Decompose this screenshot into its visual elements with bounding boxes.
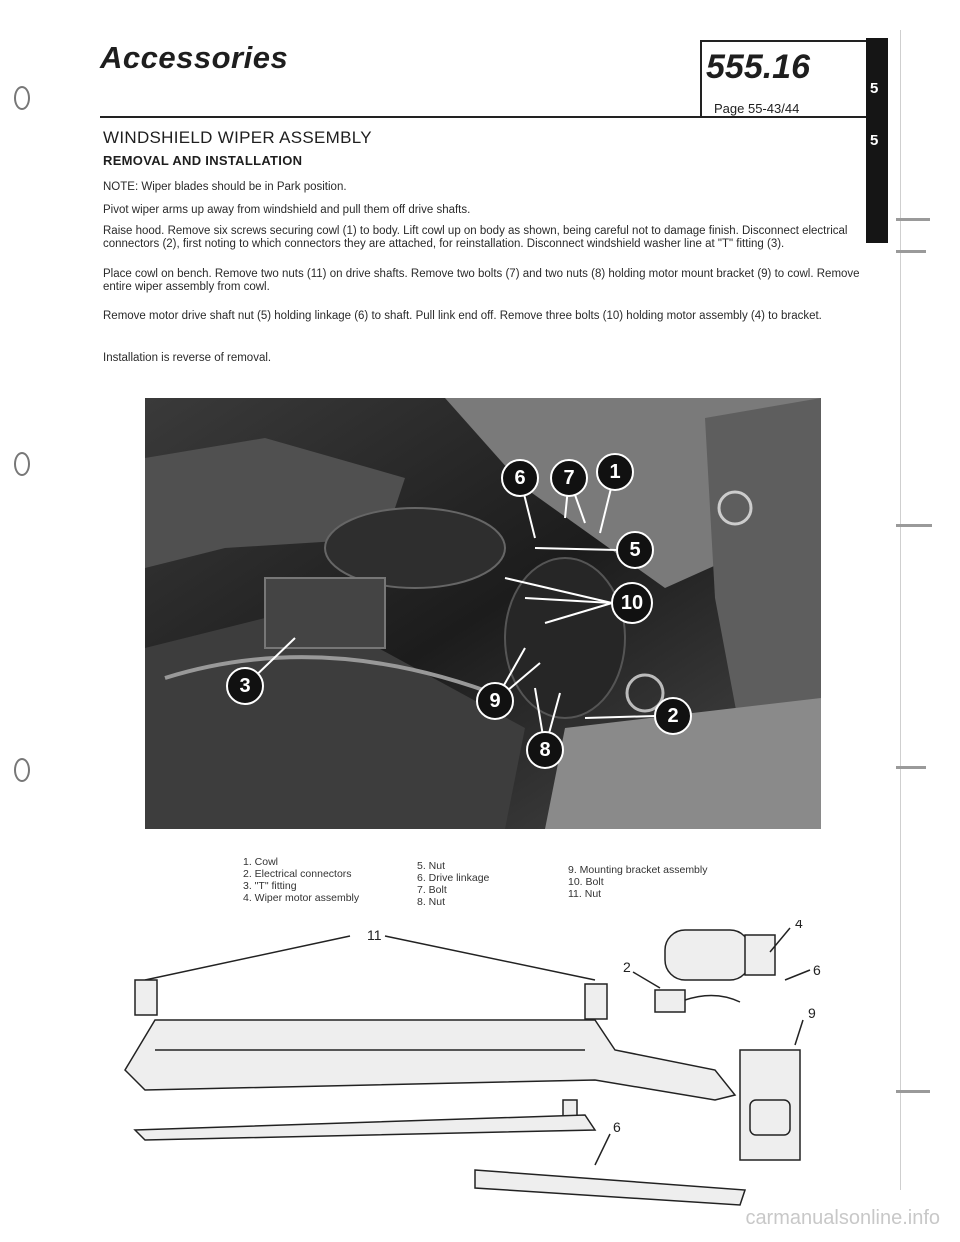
legend-item: 6. Drive linkage [417, 872, 490, 884]
callout-label: 1 [609, 461, 621, 483]
edge-mark [896, 250, 926, 253]
legend-item: 4. Wiper motor assembly [243, 892, 360, 904]
binder-hole [14, 758, 30, 782]
callout-label: 7 [563, 467, 575, 489]
binder-hole [14, 86, 30, 110]
legend-item: 5. Nut [417, 860, 446, 872]
legend-item: 7. Bolt [417, 884, 447, 896]
drive-link [475, 1170, 745, 1205]
tab-glyph: 5 [870, 132, 879, 149]
page-edge-line [900, 30, 901, 1190]
engine-bay-photo [145, 398, 821, 829]
motor-body [665, 930, 750, 980]
legend-item: 3. "T" fitting [243, 880, 297, 892]
binder-hole [14, 452, 30, 476]
diagram-label: 6 [613, 1119, 621, 1135]
procedure-title: WINDSHIELD WIPER ASSEMBLY [103, 128, 372, 147]
legend-column [243, 856, 359, 904]
edge-mark [896, 524, 932, 527]
motor-gearbox [745, 935, 775, 975]
paragraph: Installation is reverse of removal. [103, 352, 272, 364]
callout-label: 9 [489, 690, 501, 712]
left-pivot-shaft [135, 980, 157, 1015]
diagram-illustration [115, 920, 835, 1210]
callout-label: 5 [629, 539, 641, 561]
callout-label: 6 [514, 467, 526, 489]
page-number: 555.16 [706, 48, 810, 86]
diagram-label: 11 [367, 927, 382, 943]
legend-item: 1. Cowl [243, 856, 279, 868]
main-linkage [125, 1020, 735, 1100]
diagram-label: 4 [795, 920, 803, 931]
page-ref: Page 55-43/44 [714, 101, 800, 116]
paragraph: Place cowl on bench. Remove two nuts (11) on drive shafts. Remove two bolts (7) and two nuts (8) holding motor mount bracket (9) to cowl. Remove entire wiper assembly from cowl. [103, 268, 860, 293]
legend-item: 2. Electrical connectors [243, 868, 352, 880]
callout-label: 8 [539, 739, 551, 761]
edge-mark [896, 218, 930, 221]
procedure-subtitle: REMOVAL AND INSTALLATION [103, 153, 303, 168]
callout-label: 2 [667, 705, 679, 727]
lower-linkage-rod [135, 1115, 595, 1140]
bracket-plate [750, 1100, 790, 1135]
note-paragraph: NOTE: Wiper blades should be in Park position. [103, 181, 347, 193]
legend-column [568, 864, 707, 900]
photo-illustration [145, 398, 821, 829]
edge-mark [896, 1090, 930, 1093]
legend-item: 9. Mounting bracket assembly [568, 864, 708, 876]
diagram-label: 9 [808, 1005, 816, 1021]
callout-label: 10 [620, 592, 644, 614]
diagram-label: 2 [623, 959, 631, 975]
diagram-label: 6 [813, 962, 821, 978]
legend-item: 10. Bolt [568, 876, 604, 888]
legend-item: 11. Nut [568, 888, 602, 900]
tab-glyph: 5 [870, 80, 879, 97]
electrical-connector [655, 990, 685, 1012]
paragraph: Remove motor drive shaft nut (5) holding linkage (6) to shaft. Pull link end off. Remove three bolts (10) holding motor assembly (4) to bracket. [103, 310, 822, 322]
wiper-assembly-diagram [115, 920, 835, 1210]
section-title: Accessories [100, 40, 289, 75]
site-watermark: carmanualsonline.info [745, 1207, 940, 1229]
callout-label: 3 [239, 675, 251, 697]
paragraph: Raise hood. Remove six screws securing cowl (1) to body. Lift cowl up on body as shown, being careful not to damage finish. Disconnect electrical connectors (2), first noting to which connectors they are attached, for reinstallation. Disconnect windshield washer line at "T" fitting (3). [103, 225, 848, 250]
legend-column [417, 860, 489, 908]
legend-item: 8. Nut [417, 896, 446, 908]
right-pivot-shaft [585, 984, 607, 1019]
paragraph: Pivot wiper arms up away from windshield and pull them off drive shafts. [103, 204, 471, 216]
edge-mark [896, 766, 926, 769]
